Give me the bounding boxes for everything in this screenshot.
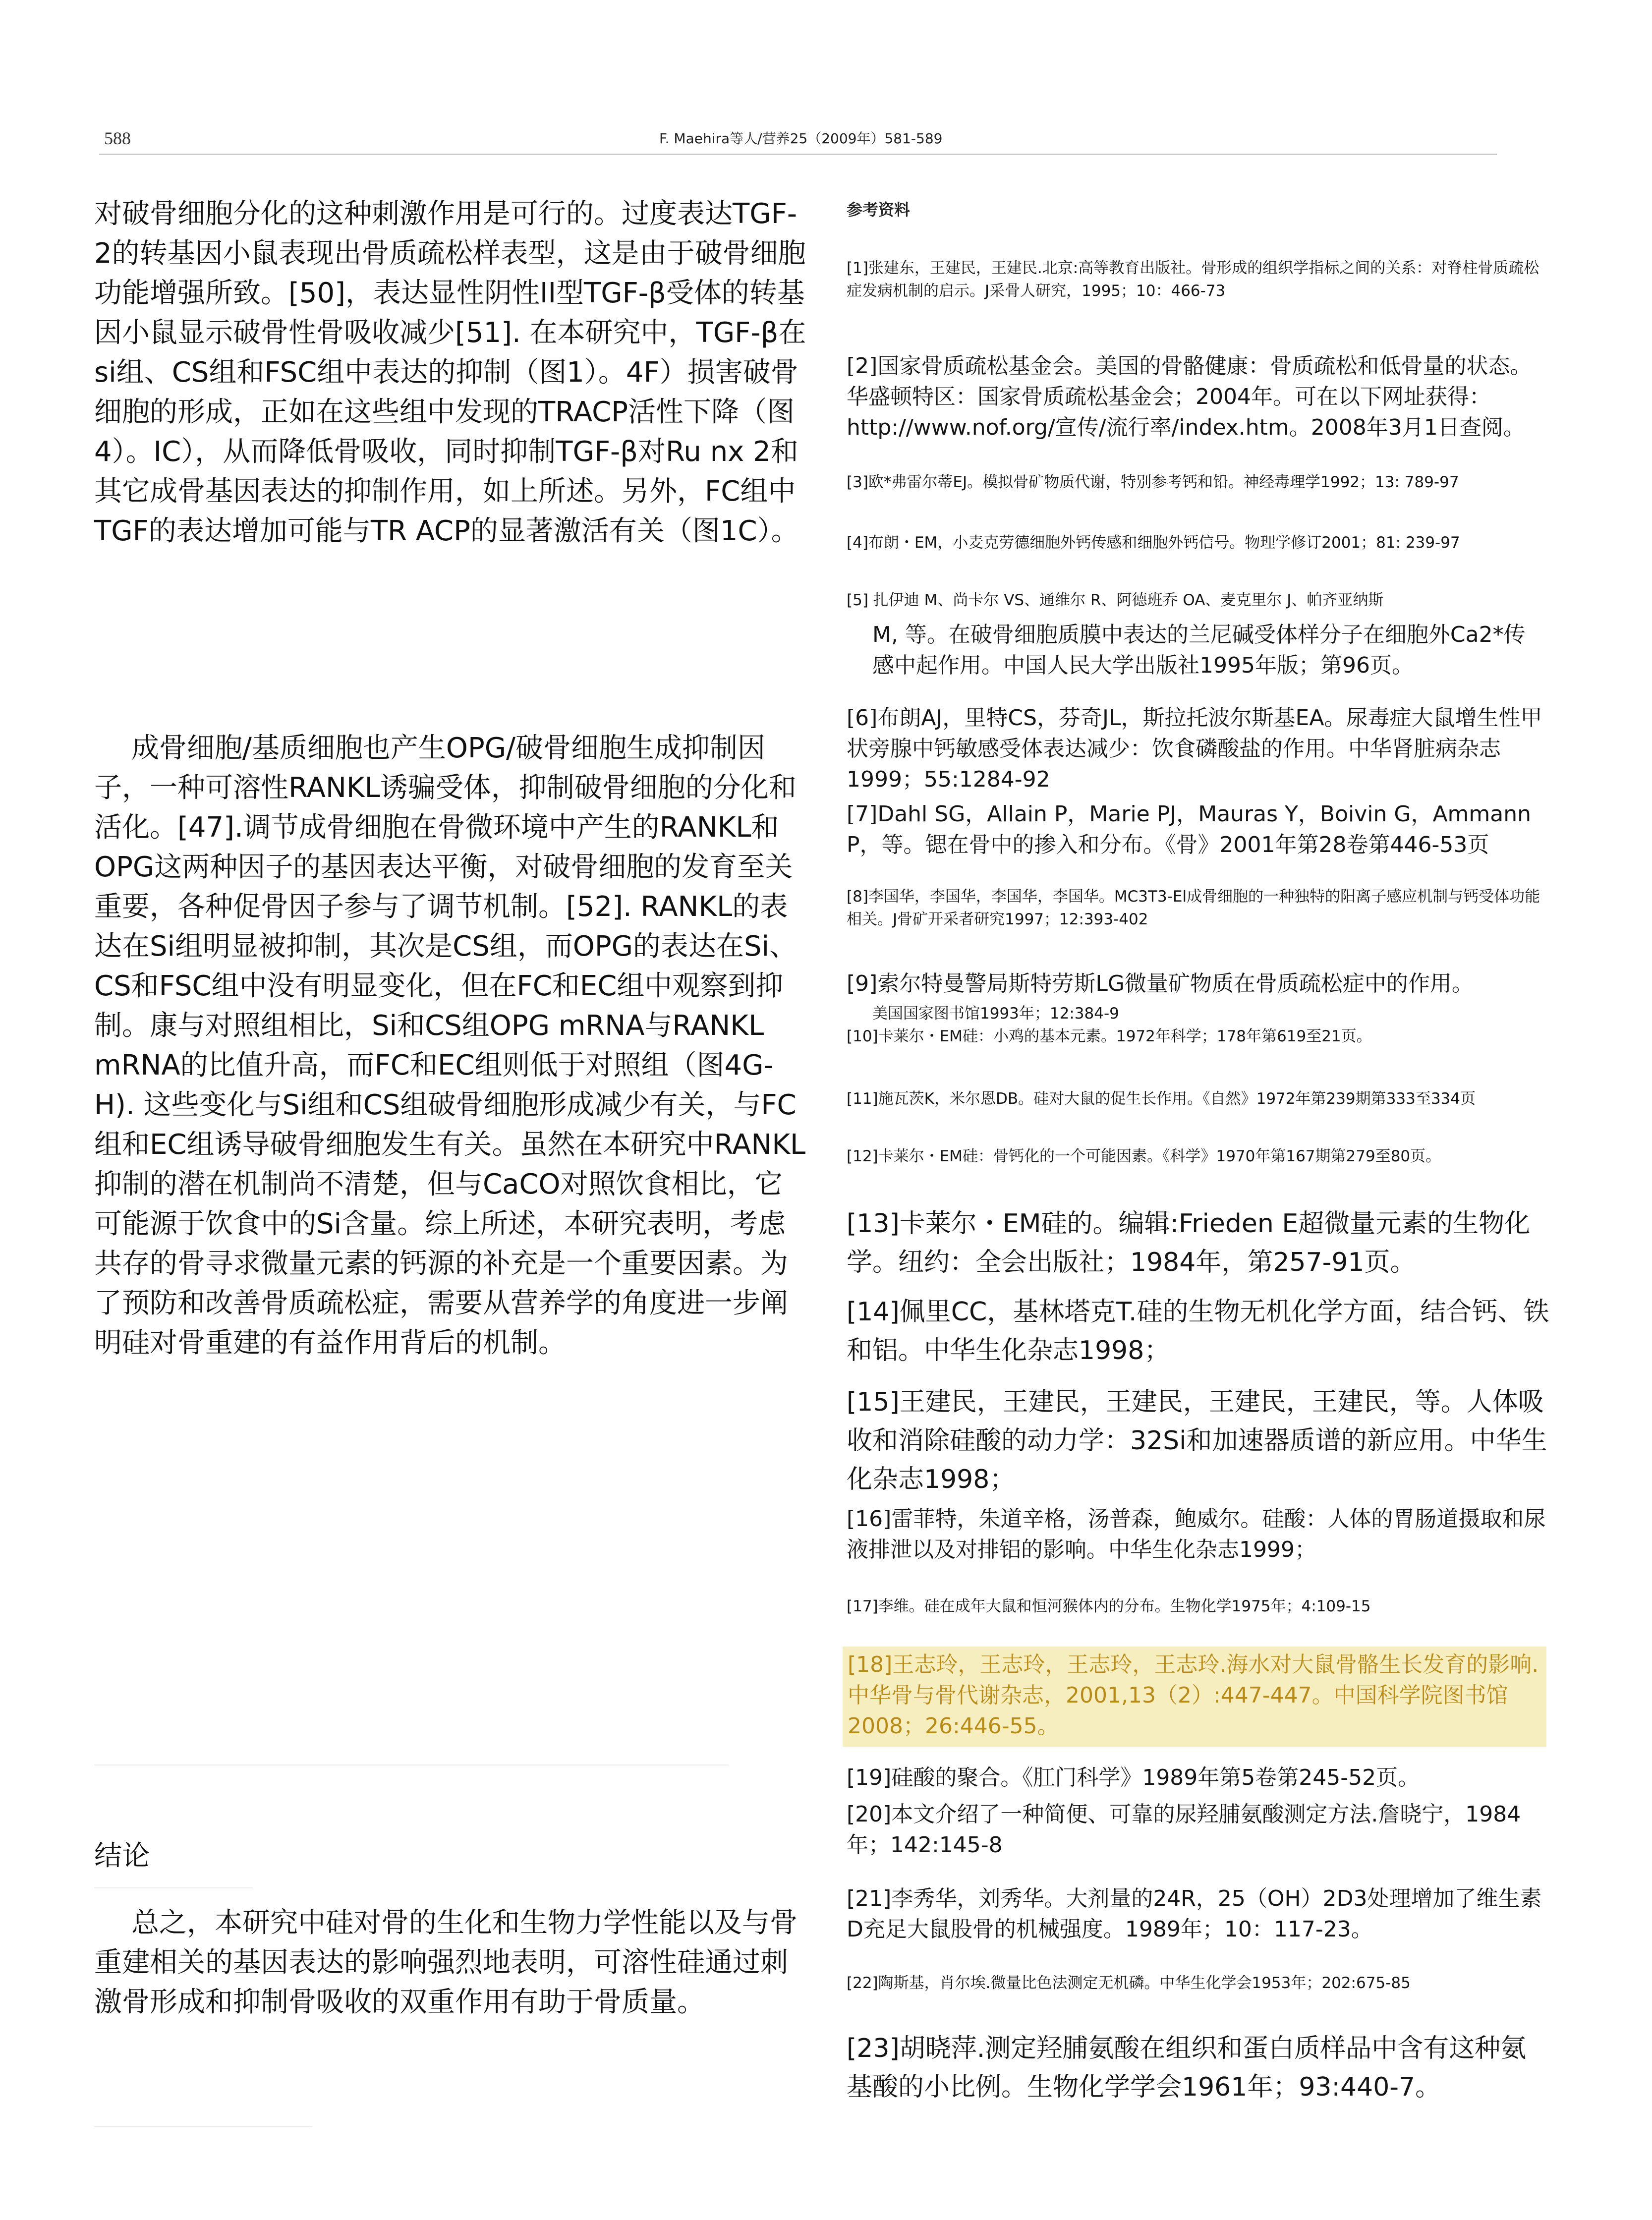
reference-item: [7]Dahl SG，Allain P，Marie PJ，Mauras Y，Boivin G，Ammann P，等。锶在骨中的掺入和分布。《骨》2001年第28卷第446-53页: [847, 801, 1532, 857]
references-heading: 参考资料: [847, 200, 911, 219]
reference-item-continuation: M, 等。在破骨细胞质膜中表达的兰尼碱受体样分子在细胞外Ca2*传感中起作用。中国人民大学出版社1995年版；第96页。: [872, 622, 1526, 678]
reference-item: [14]佩里CC，基林塔克T.硅的生物无机化学方面，结合钙、铁和铝。中华生化杂志1998；: [847, 1297, 1549, 1366]
paragraph-text: 对破骨细胞分化的这种刺激作用是可行的。过度表达TGF-2的转基因小鼠表现出骨质疏松样表型，这是由于破骨细胞功能增强所致。[50]，表达显性阴性II型TGF-β受体的转基因小鼠显示破骨性骨吸收减少[51]. 在本研究中，TGF-β在si组、CS组和FSC组中表达的抑制（图1）。4F）损害破骨细胞的形成，正如在这些组中发现的TRACP活性下降（图4）。IC），从而降低骨吸收，同时抑制TGF-β对Ru nx 2和其它成骨基因表达的抑制作用，如上所述。另外，FC组中TGF的表达增加可能与TR ACP的显著激活有关（图1C）。: [94, 198, 806, 547]
reference-item: [2]国家骨质疏松基金会。美国的骨骼健康：骨质疏松和低骨量的状态。华盛顿特区：国家骨质疏松基金会；2004年。可在以下网址获得：http://www.nof.org/宣传/流行率/index.htm。2008年3月1日查阅。: [847, 353, 1532, 440]
header-divider: [99, 154, 1497, 155]
page-number: 588: [104, 128, 131, 148]
body-paragraph-3: [94, 1903, 808, 2022]
paragraph-text: 总之，本研究中硅对骨的生化和生物力学性能以及与骨重建相关的基因表达的影响强烈地表明，可溶性硅通过刺激骨形成和抑制骨吸收的双重作用有助于骨质量。: [94, 1907, 798, 2018]
reference-item: [12]卡莱尔・EM硅：骨钙化的一个可能因素。《科学》1970年第167期第279至80页。: [847, 1147, 1441, 1165]
reference-item: [16]雷菲特，朱道辛格，汤普森，鲍威尔。硅酸：人体的胃肠道摄取和尿液排泄以及对排铝的影响。中华生化杂志1999；: [847, 1506, 1546, 1562]
reference-item: [21]李秀华，刘秀华。大剂量的24R，25（OH）2D3处理增加了维生素D充足大鼠股骨的机械强度。1989年；10：117-23。: [847, 1886, 1542, 1942]
reference-item: [20]本文介绍了一种简便、可靠的尿羟脯氨酸测定方法.詹晓宁，1984年；142:145-8: [847, 1802, 1521, 1858]
paragraph-text: 成骨细胞/基质细胞也产生OPG/破骨细胞生成抑制因子，一种可溶性RANKL诱骗受体，抑制破骨细胞的分化和活化。[47].调节成骨细胞在骨微环境中产生的RANKL和OPG这两种因子的基因表达平衡，对破骨细胞的发育至关重要，各种促骨因子参与了调节机制。[52]. RANKL的表达在Si组明显被抑制，其次是CS组，而OPG的表达在Si、CS和FSC组中没有明显变化，但在FC和EC组中观察到抑制。康与对照组相比，Si和CS组OPG mRNA与RANKL mRNA的比值升高，而FC和EC组则低于对照组（图4G-H). 这些变化与Si组和CS组破骨细胞形成减少有关，与FC组和EC组诱导破骨细胞发生有关。虽然在本研究中RANKL抑制的潜在机制尚不清楚，但与CaCO对照饮食相比，它可能源于饮食中的Si含量。综上所述，本研究表明，考虑共存的骨寻求微量元素的钙源的补充是一个重要因素。为了预防和改善骨质疏松症，需要从营养学的角度进一步阐明硅对骨重建的有益作用背后的机制。: [94, 732, 806, 1359]
reference-item: [10]卡莱尔・EM硅：小鸡的基本元素。1972年科学；178年第619至21页。: [847, 1027, 1372, 1045]
reference-item: [4]布朗・EM，小麦克劳德细胞外钙传感和细胞外钙信号。物理学修订2001；81: 239-97: [847, 534, 1460, 552]
reference-item: [5] 扎伊迪 M、尚卡尔 VS、通维尔 R、阿德班乔 OA、麦克里尔 J、帕齐亚纳斯: [847, 591, 1384, 609]
reference-item: [19]硅酸的聚合。《肛门科学》1989年第5卷第245-52页。: [847, 1765, 1420, 1790]
body-paragraph-2: [94, 729, 808, 1363]
reference-item: [9]索尔特曼警局斯特劳斯LG微量矿物质在骨质疏松症中的作用。: [847, 971, 1474, 996]
reference-item: [17]李维。硅在成年大鼠和恒河猴体内的分布。生物化学1975年；4:109-15: [847, 1597, 1371, 1615]
running-title: F. Maehira等人/营养25（2009年）581-589: [659, 130, 943, 147]
reference-item: [1]张建东，王建民，王建民.北京:高等教育出版社。骨形成的组织学指标之间的关系：对脊柱骨质疏松症发病机制的启示。J采骨人研究，1995；10：466-73: [847, 259, 1539, 300]
divider: [94, 2126, 312, 2127]
reference-item: [8]李国华，李国华，李国华，李国华。MC3T3-El成骨细胞的一种独特的阳离子感应机制与钙受体功能相关。J骨矿开采者研究1997；12:393-402: [847, 888, 1540, 928]
reference-item: [6]布朗AJ，里特CS，芬奇JL，斯拉托波尔斯基EA。尿毒症大鼠增生性甲状旁腺中钙敏感受体表达减少：饮食磷酸盐的作用。中华肾脏病杂志1999；55:1284-92: [847, 705, 1542, 792]
reference-item: [3]欧*弗雷尔蒂EJ。模拟骨矿物质代谢，特别参考钙和铅。神经毒理学1992；13: 789-97: [847, 473, 1459, 491]
reference-item: [11]施瓦茨K，米尔恩DB。硅对大鼠的促生长作用。《自然》1972年第239期第333至334页: [847, 1090, 1476, 1108]
reference-item: [15]王建民，王建民，王建民，王建民，王建民，等。人体吸收和消除硅酸的动力学：32Si和加速器质谱的新应用。中华生化杂志1998；: [847, 1387, 1547, 1494]
reference-item: [22]陶斯基，肖尔埃.微量比色法测定无机磷。中华生化学会1953年；202:675-85: [847, 1974, 1411, 1992]
reference-item: [23]胡晓萍.测定羟脯氨酸在组织和蛋白质样品中含有这种氨基酸的小比例。生物化学学会1961年；93:440-7。: [847, 2034, 1527, 2102]
reference-item-continuation: 美国国家图书馆1993年；12:384-9: [872, 1005, 1119, 1023]
reference-item-highlighted: [18]王志玲，王志玲，王志玲，王志玲.海水对大鼠骨骼生长发育的影响.中华骨与骨代谢杂志，2001,13（2）:447-447。中国科学院图书馆2008；26:446-55。: [843, 1647, 1546, 1747]
section-heading-conclusion: 结论: [94, 1840, 150, 1872]
divider: [94, 1887, 253, 1888]
body-paragraph-1: [94, 194, 808, 551]
reference-item: [13]卡莱尔・EM硅的。编辑:Frieden E超微量元素的生物化学。纽约：全会出版社；1984年，第257-91页。: [847, 1209, 1531, 1277]
